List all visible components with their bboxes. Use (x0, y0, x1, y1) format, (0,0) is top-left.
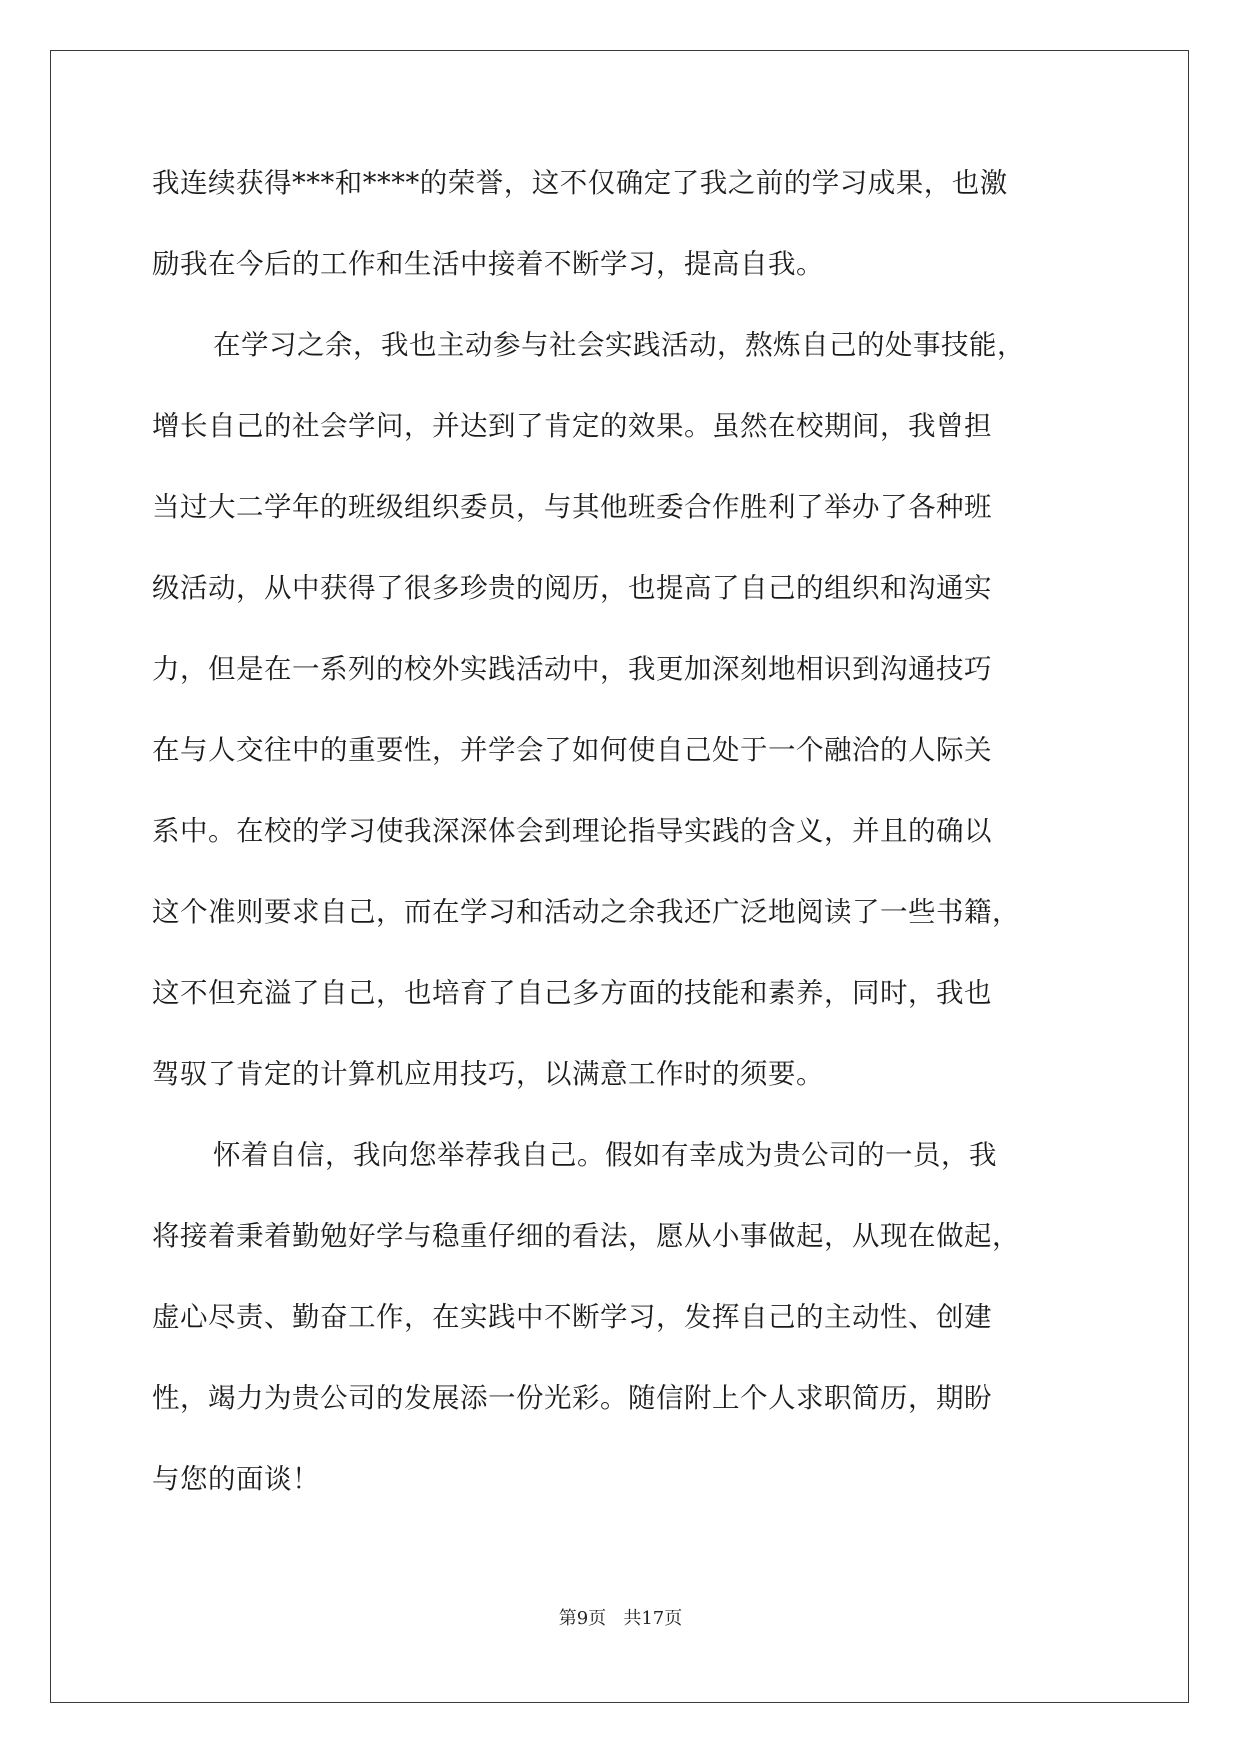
letter-body (152, 163, 1102, 1540)
page-total: 共17页 (623, 1608, 683, 1629)
text-line: 与您的面谈！ (152, 1463, 320, 1495)
text-line: 系中。在校的学习使我深深体会到理论指导实践的含义，并且的确以 (152, 815, 992, 847)
text-line: 级活动，从中获得了很多珍贵的阅历，也提高了自己的组织和沟通实 (152, 572, 992, 604)
text-line: 驾驭了肯定的计算机应用技巧，以满意工作时的须要。 (152, 1058, 824, 1090)
page-footer (0, 1604, 1241, 1630)
text-line: 性，竭力为贵公司的发展添一份光彩。随信附上个人求职简历，期盼 (152, 1382, 992, 1414)
text-line: 当过大二学年的班级组织委员，与其他班委合作胜利了举办了各种班 (152, 491, 992, 523)
text-line: 增长自己的社会学问，并达到了肯定的效果。虽然在校期间，我曾担 (152, 410, 992, 442)
text-line: 励我在今后的工作和生活中接着不断学习，提高自我。 (152, 248, 824, 280)
text-line: 虚心尽责、勤奋工作，在实践中不断学习，发挥自己的主动性、创建 (152, 1301, 992, 1333)
text-line: 力，但是在一系列的校外实践活动中，我更加深刻地相识到沟通技巧 (152, 653, 992, 685)
text-line: 在与人交往中的重要性，并学会了如何使自己处于一个融洽的人际关 (152, 734, 992, 766)
text-line: 这个准则要求自己，而在学习和活动之余我还广泛地阅读了一些书籍， (152, 896, 1020, 928)
text-line: 我连续获得***和****的荣誉，这不仅确定了我之前的学习成果，也激 (152, 167, 1008, 199)
paragraph-start-line: 在学习之余，我也主动参与社会实践活动，熬炼自己的处事技能， (213, 329, 1025, 361)
text-line: 这不但充溢了自己，也培育了自己多方面的技能和素养，同时，我也 (152, 977, 992, 1009)
paragraph-start-line: 怀着自信，我向您举荐我自己。假如有幸成为贵公司的一员，我 (213, 1139, 997, 1171)
page-number: 第9页 (558, 1608, 607, 1629)
text-line: 将接着秉着勤勉好学与稳重仔细的看法，愿从小事做起，从现在做起， (152, 1220, 1020, 1252)
